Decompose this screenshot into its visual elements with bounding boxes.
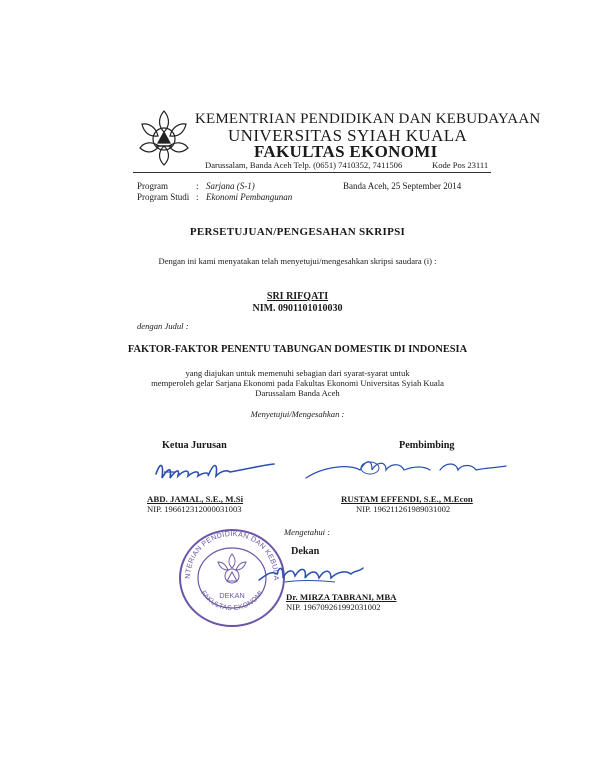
student-name: SRI RIFQATI xyxy=(266,291,329,302)
study-value: Ekonomi Pembangunan xyxy=(206,192,293,202)
purpose-line-3: Darussalam Banda Aceh xyxy=(255,388,340,398)
left-signatory-name: ABD. JAMAL, S.E., M.Si xyxy=(147,494,244,504)
right-signature xyxy=(300,452,510,484)
place-date: Banda Aceh, 25 September 2014 xyxy=(343,181,462,191)
letterhead-rule xyxy=(133,172,491,173)
program-value: Sarjana (S-1) xyxy=(206,181,255,191)
left-signatory-role: Ketua Jurusan xyxy=(162,440,227,451)
bottom-signatory-nip: NIP. 196709261992031002 xyxy=(286,602,381,612)
document-title: PERSETUJUAN/PENGESAHAN SKRIPSI xyxy=(189,226,406,238)
approval-label: Menyetujui/Mengesahkan : xyxy=(250,409,345,419)
ministry-name: KEMENTRIAN PENDIDIKAN DAN KEBUDAYAAN xyxy=(195,111,541,127)
program-label: Program xyxy=(137,181,168,191)
statement-text: Dengan ini kami menyatakan telah menyetujui/mengesahkan skripsi saudara (i) : xyxy=(158,256,437,266)
left-signature xyxy=(150,452,280,492)
bottom-signatory-role: Dekan xyxy=(291,546,320,557)
right-signatory-role: Pembimbing xyxy=(399,440,455,451)
stamp-ring-bottom: FAKULTAS EKONOMI xyxy=(199,589,265,613)
thesis-title: FAKTOR-FAKTOR PENENTU TABUNGAN DOMESTIK DI INDONESIA xyxy=(127,344,468,355)
judul-label: dengan Judul : xyxy=(137,321,189,331)
faculty-postcode: Kode Pos 23111 xyxy=(432,160,489,170)
purpose-line-1: yang diajukan untuk memenuhi sebagian dari syarat-syarat untuk xyxy=(185,368,410,378)
bottom-signatory-name: Dr. MIRZA TABRANI, MBA xyxy=(286,592,397,602)
study-colon: : xyxy=(196,192,199,202)
left-signatory-nip: NIP. 196612312000031003 xyxy=(147,504,242,514)
stamp-center: DEKAN xyxy=(219,591,245,600)
faculty-address: Darussalam, Banda Aceh Telp. (0651) 7410352, 7411506 xyxy=(205,160,403,170)
purpose-line-2: memperoleh gelar Sarjana Ekonomi pada Fakultas Ekonomi Universitas Syiah Kuala xyxy=(151,378,444,388)
student-nim: NIM. 0901101010030 xyxy=(252,303,343,314)
bottom-signature xyxy=(255,560,365,590)
faculty-name: FAKULTAS EKONOMI xyxy=(254,142,438,161)
stamp-ring-top: NTERIAN PENDIDIKAN DAN KEBUDA xyxy=(182,528,282,581)
university-logo xyxy=(134,108,194,168)
study-label: Program Studi xyxy=(137,192,190,202)
program-colon: : xyxy=(196,181,199,191)
known-label: Mengetahui : xyxy=(284,527,331,537)
university-name: UNIVERSITAS SYIAH KUALA xyxy=(228,126,468,145)
right-signatory-nip: NIP. 196211261989031002 xyxy=(356,504,451,514)
right-signatory-name: RUSTAM EFFENDI, S.E., M.Econ xyxy=(341,494,473,504)
